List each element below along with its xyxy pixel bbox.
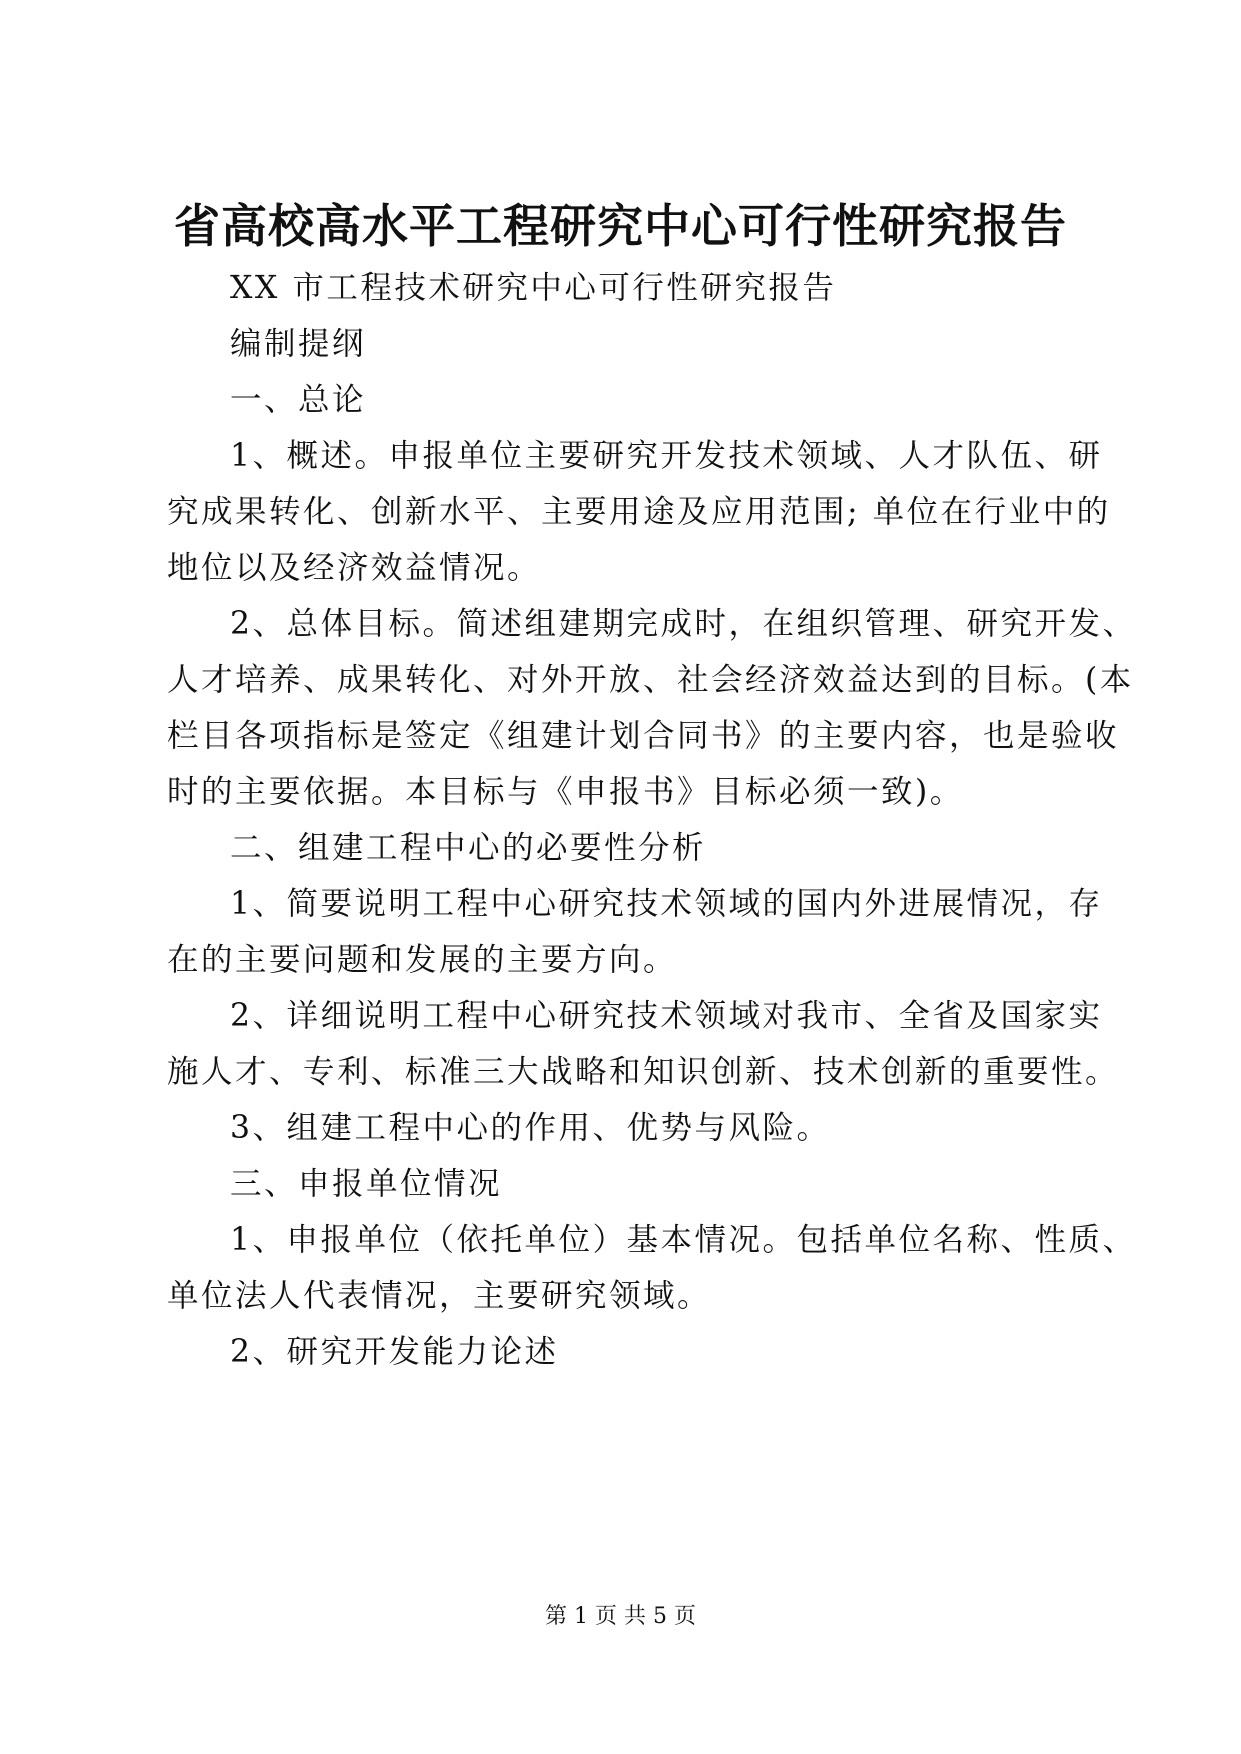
paragraph-line: 3、组建工程中心的作用、优势与风险。 (230, 1110, 831, 1146)
section-heading-3: 三、申报单位情况 (230, 1166, 503, 1202)
paragraph-line: 究成果转化、创新水平、主要用途及应用范围; 单位在行业中的 (167, 494, 1111, 530)
paragraph-line: 1、简要说明工程中心研究技术领域的国内外进展情况，存 (230, 886, 1103, 922)
paragraph-line: 1、申报单位（依托单位）基本情况。包括单位名称、性质、 (230, 1222, 1137, 1258)
paragraph-line: 1、概述。申报单位主要研究开发技术领域、人才队伍、研 (230, 438, 1103, 474)
paragraph-line: 在的主要问题和发展的主要方向。 (167, 942, 678, 978)
document-title: 省高校高水平工程研究中心可行性研究报告 (174, 199, 1067, 253)
paragraph-line: 时的主要依据。本目标与《申报书》目标必须一致)。 (167, 774, 964, 810)
paragraph-line: 栏目各项指标是签定《组建计划合同书》的主要内容，也是验收 (167, 718, 1120, 754)
paragraph-line: 2、详细说明工程中心研究技术领域对我市、全省及国家实 (230, 998, 1103, 1034)
subtitle-line: XX 市工程技术研究中心可行性研究报告 (230, 270, 837, 306)
outline-heading: 编制提纲 (230, 326, 367, 362)
paragraph-line: 施人才、专利、标准三大战略和知识创新、技术创新的重要性。 (167, 1054, 1120, 1090)
paragraph-line: 地位以及经济效益情况。 (167, 550, 542, 586)
section-heading-2: 二、组建工程中心的必要性分析 (230, 830, 707, 866)
page-footer: 第 1 页 共 5 页 (545, 1604, 696, 1629)
section-heading-1: 一、总论 (230, 382, 367, 418)
paragraph-line: 2、总体目标。简述组建期完成时，在组织管理、研究开发、 (230, 606, 1137, 642)
paragraph-line: 人才培养、成果转化、对外开放、社会经济效益达到的目标。(本 (167, 662, 1134, 698)
paragraph-line: 单位法人代表情况，主要研究领域。 (167, 1278, 712, 1314)
paragraph-line: 2、研究开发能力论述 (230, 1334, 559, 1370)
